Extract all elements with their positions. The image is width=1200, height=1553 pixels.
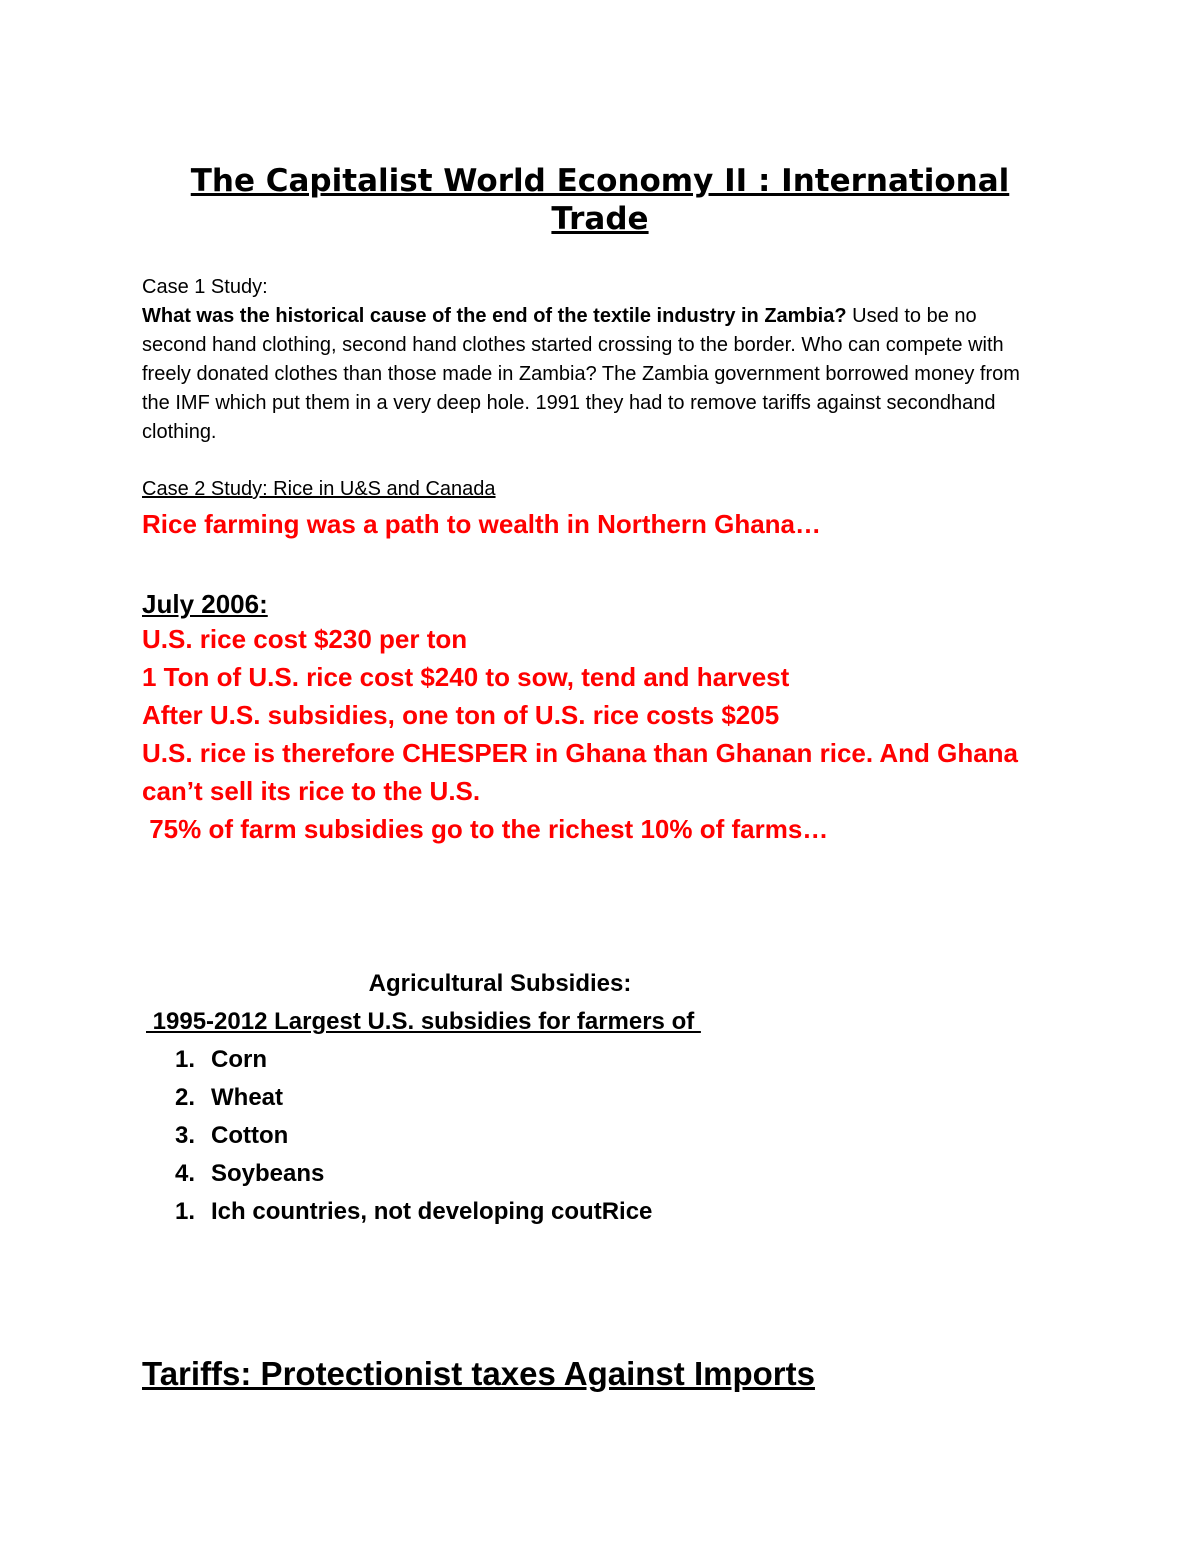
case1-body [142, 302, 1042, 447]
agricultural-subtitle: 1995-2012 Largest U.S. subsidies for farmers of [146, 1008, 701, 1035]
subsidy-list [175, 1041, 652, 1231]
tariffs-heading: Tariffs: Protectionist taxes Against Imports [142, 1355, 815, 1392]
rice-headline: Rice farming was a path to wealth in Northern Ghana… [142, 509, 821, 539]
agricultural-title: Agricultural Subsidies: [368, 970, 632, 997]
list-text: Cotton [211, 1122, 289, 1149]
list-text: Soybeans [211, 1160, 325, 1187]
fact-line: After U.S. subsidies, one ton of U.S. rice costs $205 [142, 700, 780, 730]
list-number: 1. [175, 1046, 196, 1073]
list-number: 4. [175, 1160, 196, 1187]
case1-label: Case 1 Study: [142, 276, 268, 298]
list-item [175, 1155, 652, 1193]
rice-facts [142, 620, 1072, 848]
list-text: Wheat [211, 1084, 283, 1111]
list-item [175, 1041, 652, 1079]
date-label: July 2006: [142, 589, 268, 619]
fact-line: 1 Ton of U.S. rice cost $240 to sow, tend and harvest [142, 662, 790, 692]
fact-line: 75% of farm subsidies go to the richest 10% of farms… [142, 814, 829, 844]
list-text: Corn [211, 1046, 267, 1073]
list-item [175, 1193, 652, 1231]
list-number: 2. [175, 1084, 196, 1111]
case2-label: Case 2 Study: Rice in U&S and Canada [142, 478, 496, 500]
case1-question: What was the historical cause of the end of the textile industry in Zambia? [142, 305, 847, 327]
list-number: 1. [175, 1198, 196, 1225]
list-number: 3. [175, 1122, 196, 1149]
list-item [175, 1079, 652, 1117]
fact-line: U.S. rice is therefore CHESPER in Ghana than Ghanan rice. And Ghana can’t sell its rice to the U.S. [142, 738, 1019, 806]
page-title: The Capitalist World Economy II : International Trade [190, 163, 1010, 237]
list-item [175, 1117, 652, 1155]
list-text: Ich countries, not developing coutRice [211, 1198, 653, 1225]
fact-line: U.S. rice cost $230 per ton [142, 624, 468, 654]
case1-answer: Used to be no second hand clothing, second hand clothes started crossing to the border. Who can compete with freely donated clothes than those made in Zambia? The Zambia government borrowed money from the IMF which put them in a very deep hole. 1991 they had to remove tariffs against secondhand clothing. [142, 305, 1020, 443]
